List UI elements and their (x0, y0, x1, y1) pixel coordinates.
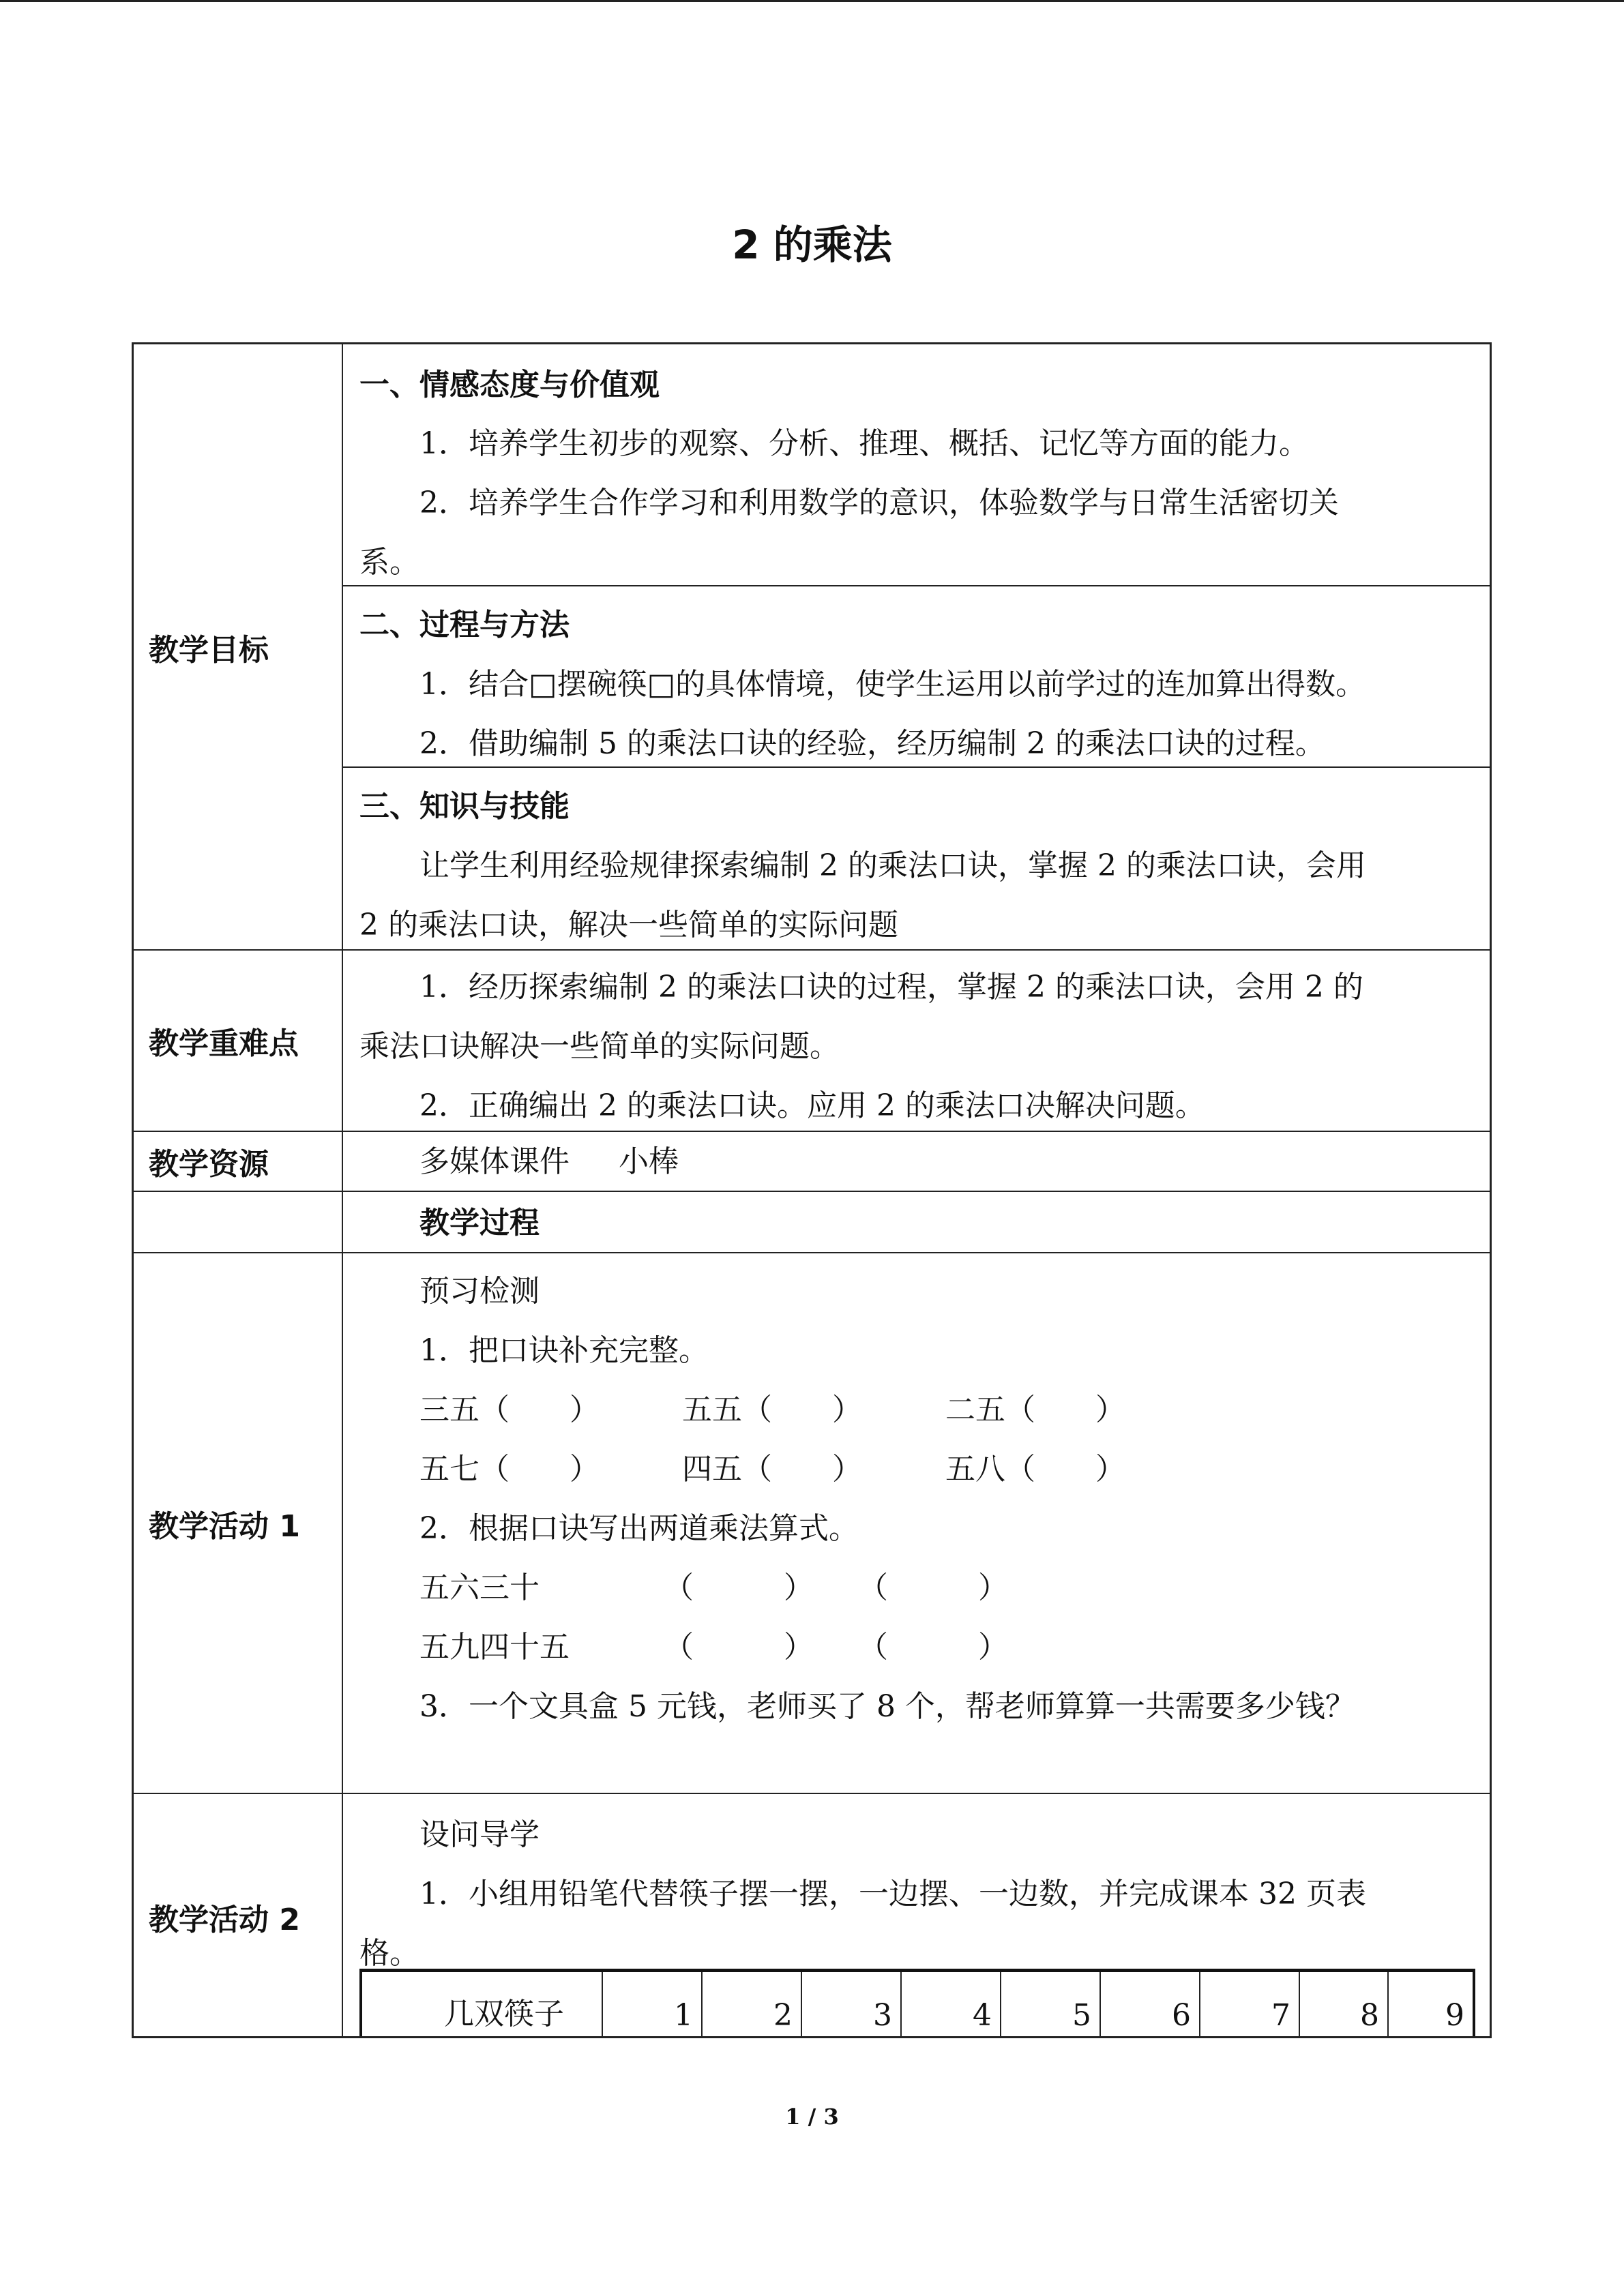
activity1-q1: 1．把口诀补充完整。 (419, 1333, 709, 1368)
activity2-heading: 设问导学 (419, 1817, 540, 1852)
objectives-s3-heading: 三、知识与技能 (359, 789, 570, 824)
chopsticks-table (359, 1969, 1475, 2037)
objectives-s3-p1b: 2 的乘法口诀，解决一些简单的实际问题 (359, 908, 898, 942)
activity1-f2-blank-1: （ ） (664, 1630, 814, 1665)
objectives-s1-p2b: 系。 (359, 545, 419, 580)
activity1-heading: 预习检测 (419, 1274, 540, 1309)
top-border (0, 0, 1624, 2)
activity2-label: 教学活动 2 (134, 1794, 343, 2038)
key-points-p1b: 乘法口诀解决一些简单的实际问题。 (359, 1029, 840, 1064)
activity1-r1-b: 五五（ ） (682, 1392, 862, 1427)
activity2-q1b: 格。 (359, 1936, 419, 1971)
objectives-s1-p2a: 2．培养学生合作学习和利用数学的意识，体验数学与日常生活密切关 (419, 486, 1339, 520)
objectives-s2-heading: 二、过程与方法 (359, 608, 570, 642)
resources-item-2: 小棒 (619, 1144, 679, 1179)
chopsticks-table-cell: 8 (1299, 1972, 1387, 2037)
process-content (343, 1192, 1490, 1252)
chopsticks-table-header: 几双筷子 (444, 1997, 564, 2031)
lesson-plan-table (132, 342, 1492, 2038)
key-points-content (343, 951, 1490, 1131)
objectives-row (134, 344, 1490, 949)
key-points-row (134, 949, 1490, 1131)
activity1-label: 教学活动 1 (134, 1253, 343, 1793)
resources-row (134, 1131, 1490, 1191)
activity1-row (134, 1252, 1490, 1793)
objectives-s2-p1: 1．结合□摆碗筷□的具体情境，使学生运用以前学过的连加算出得数。 (419, 667, 1366, 702)
activity1-f1-blank-2: （ ） (858, 1570, 1008, 1605)
activity1-content (343, 1253, 1490, 1793)
objectives-label: 教学目标 (134, 344, 343, 949)
process-row (134, 1191, 1490, 1252)
objectives-s2-p2: 2．借助编制 5 的乘法口诀的经验，经历编制 2 的乘法口诀的过程。 (419, 726, 1325, 761)
activity1-r2-b: 四五（ ） (682, 1452, 862, 1487)
page-number: 1 / 3 (785, 2104, 839, 2130)
activity1-q3: 3．一个文具盒 5 元钱，老师买了 8 个，帮老师算算一共需要多少钱？ (419, 1689, 1355, 1724)
chopsticks-table-cell: 2 (701, 1972, 801, 2037)
resources-content (343, 1132, 1490, 1191)
activity1-r2-c: 五八（ ） (945, 1452, 1125, 1487)
process-heading: 教学过程 (419, 1206, 540, 1240)
activity1-f1-blank-1: （ ） (664, 1570, 814, 1605)
objectives-divider-2 (343, 766, 1490, 768)
activity1-f1-phrase: 五六三十 (419, 1570, 540, 1605)
objectives-s3-p1a: 让学生利用经验规律探索编制 2 的乘法口诀，掌握 2 的乘法口诀，会用 (419, 848, 1366, 883)
chopsticks-table-cell: 7 (1199, 1972, 1299, 2037)
objectives-divider-1 (343, 585, 1490, 586)
objectives-content (343, 344, 1490, 949)
page-title: 2 的乘法 (732, 222, 892, 268)
key-points-p1a: 1．经历探索编制 2 的乘法口诀的过程，掌握 2 的乘法口诀，会用 2 的 (419, 970, 1363, 1004)
objectives-s1-p1: 1．培养学生初步的观察、分析、推理、概括、记忆等方面的能力。 (419, 426, 1309, 461)
objectives-s1-heading: 一、情感态度与价值观 (359, 368, 660, 402)
activity1-f2-phrase: 五九四十五 (419, 1630, 570, 1665)
activity2-q1a: 1．小组用铅笔代替筷子摆一摆，一边摆、一边数，并完成课本 32 页表 (419, 1877, 1366, 1911)
key-points-p2: 2．正确编出 2 的乘法口诀。应用 2 的乘法口决解决问题。 (419, 1088, 1205, 1123)
activity1-r1-a: 三五（ ） (419, 1392, 600, 1427)
resources-label: 教学资源 (134, 1132, 343, 1191)
chopsticks-table-cell: 3 (801, 1972, 900, 2037)
resources-item-1: 多媒体课件 (419, 1144, 570, 1179)
activity1-r1-c: 二五（ ） (945, 1392, 1125, 1427)
activity1-q2: 2．根据口诀写出两道乘法算式。 (419, 1511, 859, 1546)
chopsticks-table-cell: 4 (900, 1972, 1000, 2037)
activity1-r2-a: 五七（ ） (419, 1452, 600, 1487)
process-label (134, 1192, 343, 1252)
key-points-label: 教学重难点 (134, 951, 343, 1131)
chopsticks-table-cell: 5 (1000, 1972, 1099, 2037)
chopsticks-table-cell: 6 (1099, 1972, 1199, 2037)
chopsticks-table-cell: 1 (602, 1972, 701, 2037)
chopsticks-table-cell: 9 (1387, 1972, 1473, 2037)
activity1-f2-blank-2: （ ） (858, 1630, 1008, 1665)
